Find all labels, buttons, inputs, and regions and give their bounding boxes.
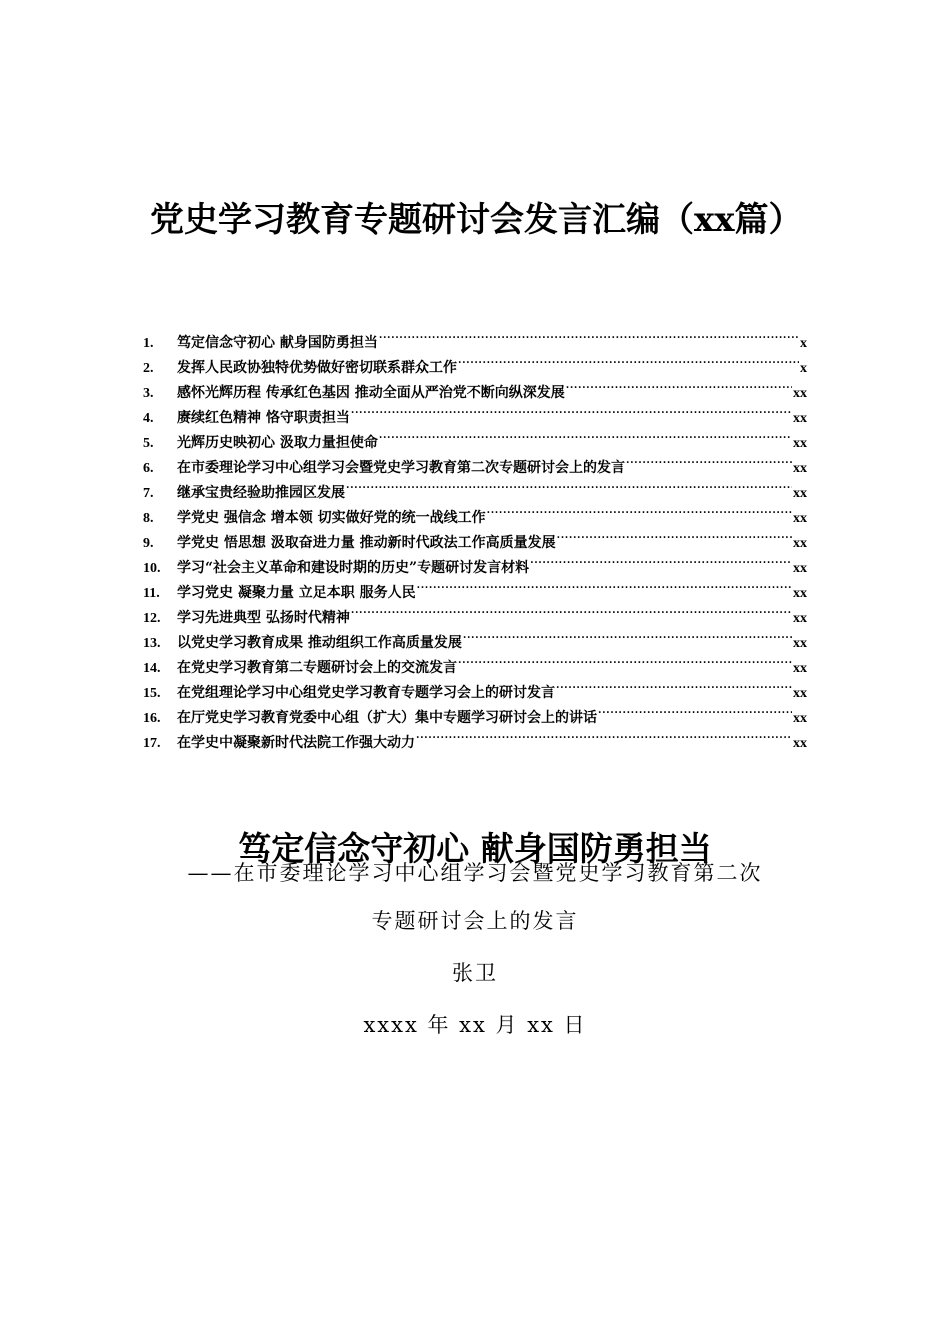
toc-item-title: 笃定信念守初心 献身国防勇担当	[177, 335, 378, 351]
toc-item-title: 学习党史 凝聚力量 立足本职 服务人民	[177, 585, 416, 601]
toc-leader-dots	[416, 722, 792, 747]
toc-item-number: 16.	[143, 711, 161, 726]
toc-item-page: xx	[793, 636, 807, 651]
toc-item-title: 学党史 强信念 增本领 切实做好党的统一战线工作	[177, 510, 486, 526]
toc-leader-dots	[557, 522, 792, 547]
document-title: 党史学习教育专题研讨会发言汇编（xx篇）	[150, 199, 803, 240]
toc-item-title: 赓续红色精神 恪守职责担当	[177, 410, 350, 426]
toc-item-page: xx	[793, 536, 807, 551]
toc-leader-dots	[487, 497, 792, 522]
toc-item-number: 7.	[143, 486, 154, 501]
toc-leader-dots	[417, 572, 792, 597]
toc-leader-dots	[626, 447, 792, 472]
toc-item-page: xx	[793, 711, 807, 726]
toc-item-page: xx	[793, 436, 807, 451]
toc-item-number: 15.	[143, 686, 161, 701]
toc-item-title: 在党史学习教育第二专题研讨会上的交流发言	[177, 660, 457, 676]
toc-item-title: 学习“社会主义革命和建设时期的历史”专题研讨发言材料	[177, 560, 530, 576]
table-of-contents	[143, 322, 807, 751]
toc-item-title: 继承宝贵经验助推园区发展	[177, 485, 345, 501]
toc-item-title: 感怀光辉历程 传承红色基因 推动全面从严治党不断向纵深发展	[177, 385, 565, 401]
speech-subtitle-line2: 专题研讨会上的发言	[371, 909, 579, 933]
toc-item-title: 在党组理论学习中心组党史学习教育专题学习会上的研讨发言	[177, 685, 555, 701]
toc-item-number: 6.	[143, 461, 154, 476]
toc-item-number: 10.	[143, 561, 161, 576]
toc-item-page: xx	[793, 586, 807, 601]
toc-item-page: xx	[793, 486, 807, 501]
toc-item-title: 发挥人民政协独特优势做好密切联系群众工作	[177, 360, 457, 376]
toc-item-number: 12.	[143, 611, 161, 626]
toc-leader-dots	[351, 597, 792, 622]
toc-item-title: 学习先进典型 弘扬时代精神	[177, 610, 350, 626]
toc-item[interactable]	[143, 322, 807, 351]
toc-item-page: x	[800, 336, 807, 351]
toc-item-title: 在厅党史学习教育党委中心组（扩大）集中专题学习研讨会上的讲话	[177, 710, 597, 726]
toc-leader-dots	[463, 622, 792, 647]
toc-item-page: xx	[793, 561, 807, 576]
toc-item-title: 学党史 悟思想 汲取奋进力量 推动新时代政法工作高质量发展	[177, 535, 556, 551]
toc-item-page: xx	[793, 511, 807, 526]
toc-item-number: 3.	[143, 386, 154, 401]
toc-leader-dots	[458, 647, 792, 672]
toc-item-title: 在学史中凝聚新时代法院工作强大动力	[177, 735, 415, 751]
toc-item-number: 11.	[143, 586, 160, 601]
toc-item-page: xx	[793, 736, 807, 751]
toc-leader-dots	[346, 472, 792, 497]
toc-leader-dots	[458, 347, 799, 372]
toc-leader-dots	[598, 697, 792, 722]
toc-leader-dots	[351, 397, 792, 422]
speech-subtitle-line1: ——在市委理论学习中心组学习会暨党史学习教育第二次	[187, 861, 763, 885]
toc-leader-dots	[379, 322, 799, 347]
toc-item-number: 13.	[143, 636, 161, 651]
toc-item-number: 5.	[143, 436, 154, 451]
toc-item-number: 8.	[143, 511, 154, 526]
toc-item-number: 14.	[143, 661, 161, 676]
toc-item-title: 以党史学习教育成果 推动组织工作高质量发展	[177, 635, 462, 651]
toc-item-number: 4.	[143, 411, 154, 426]
toc-item-title: 光辉历史映初心 汲取力量担使命	[177, 435, 378, 451]
toc-item-page: xx	[793, 686, 807, 701]
toc-item-number: 17.	[143, 736, 161, 751]
speech-date: xxxx 年 xx 月 xx 日	[363, 1013, 587, 1037]
toc-item-number: 9.	[143, 536, 154, 551]
toc-leader-dots	[556, 672, 792, 697]
toc-item-number: 2.	[143, 361, 154, 376]
toc-leader-dots	[566, 372, 792, 397]
toc-item-page: x	[800, 361, 807, 376]
toc-leader-dots	[530, 547, 792, 572]
toc-item-title: 在市委理论学习中心组学习会暨党史学习教育第二次专题研讨会上的发言	[177, 460, 625, 476]
toc-item-page: xx	[793, 461, 807, 476]
toc-item-page: xx	[793, 386, 807, 401]
toc-item-page: xx	[793, 611, 807, 626]
speech-title: 笃定信念守初心 献身国防勇担当	[238, 829, 712, 869]
toc-item-number: 1.	[143, 336, 154, 351]
toc-item-page: xx	[793, 411, 807, 426]
toc-item-page: xx	[793, 661, 807, 676]
toc-leader-dots	[379, 422, 792, 447]
speech-author: 张卫	[452, 961, 498, 985]
